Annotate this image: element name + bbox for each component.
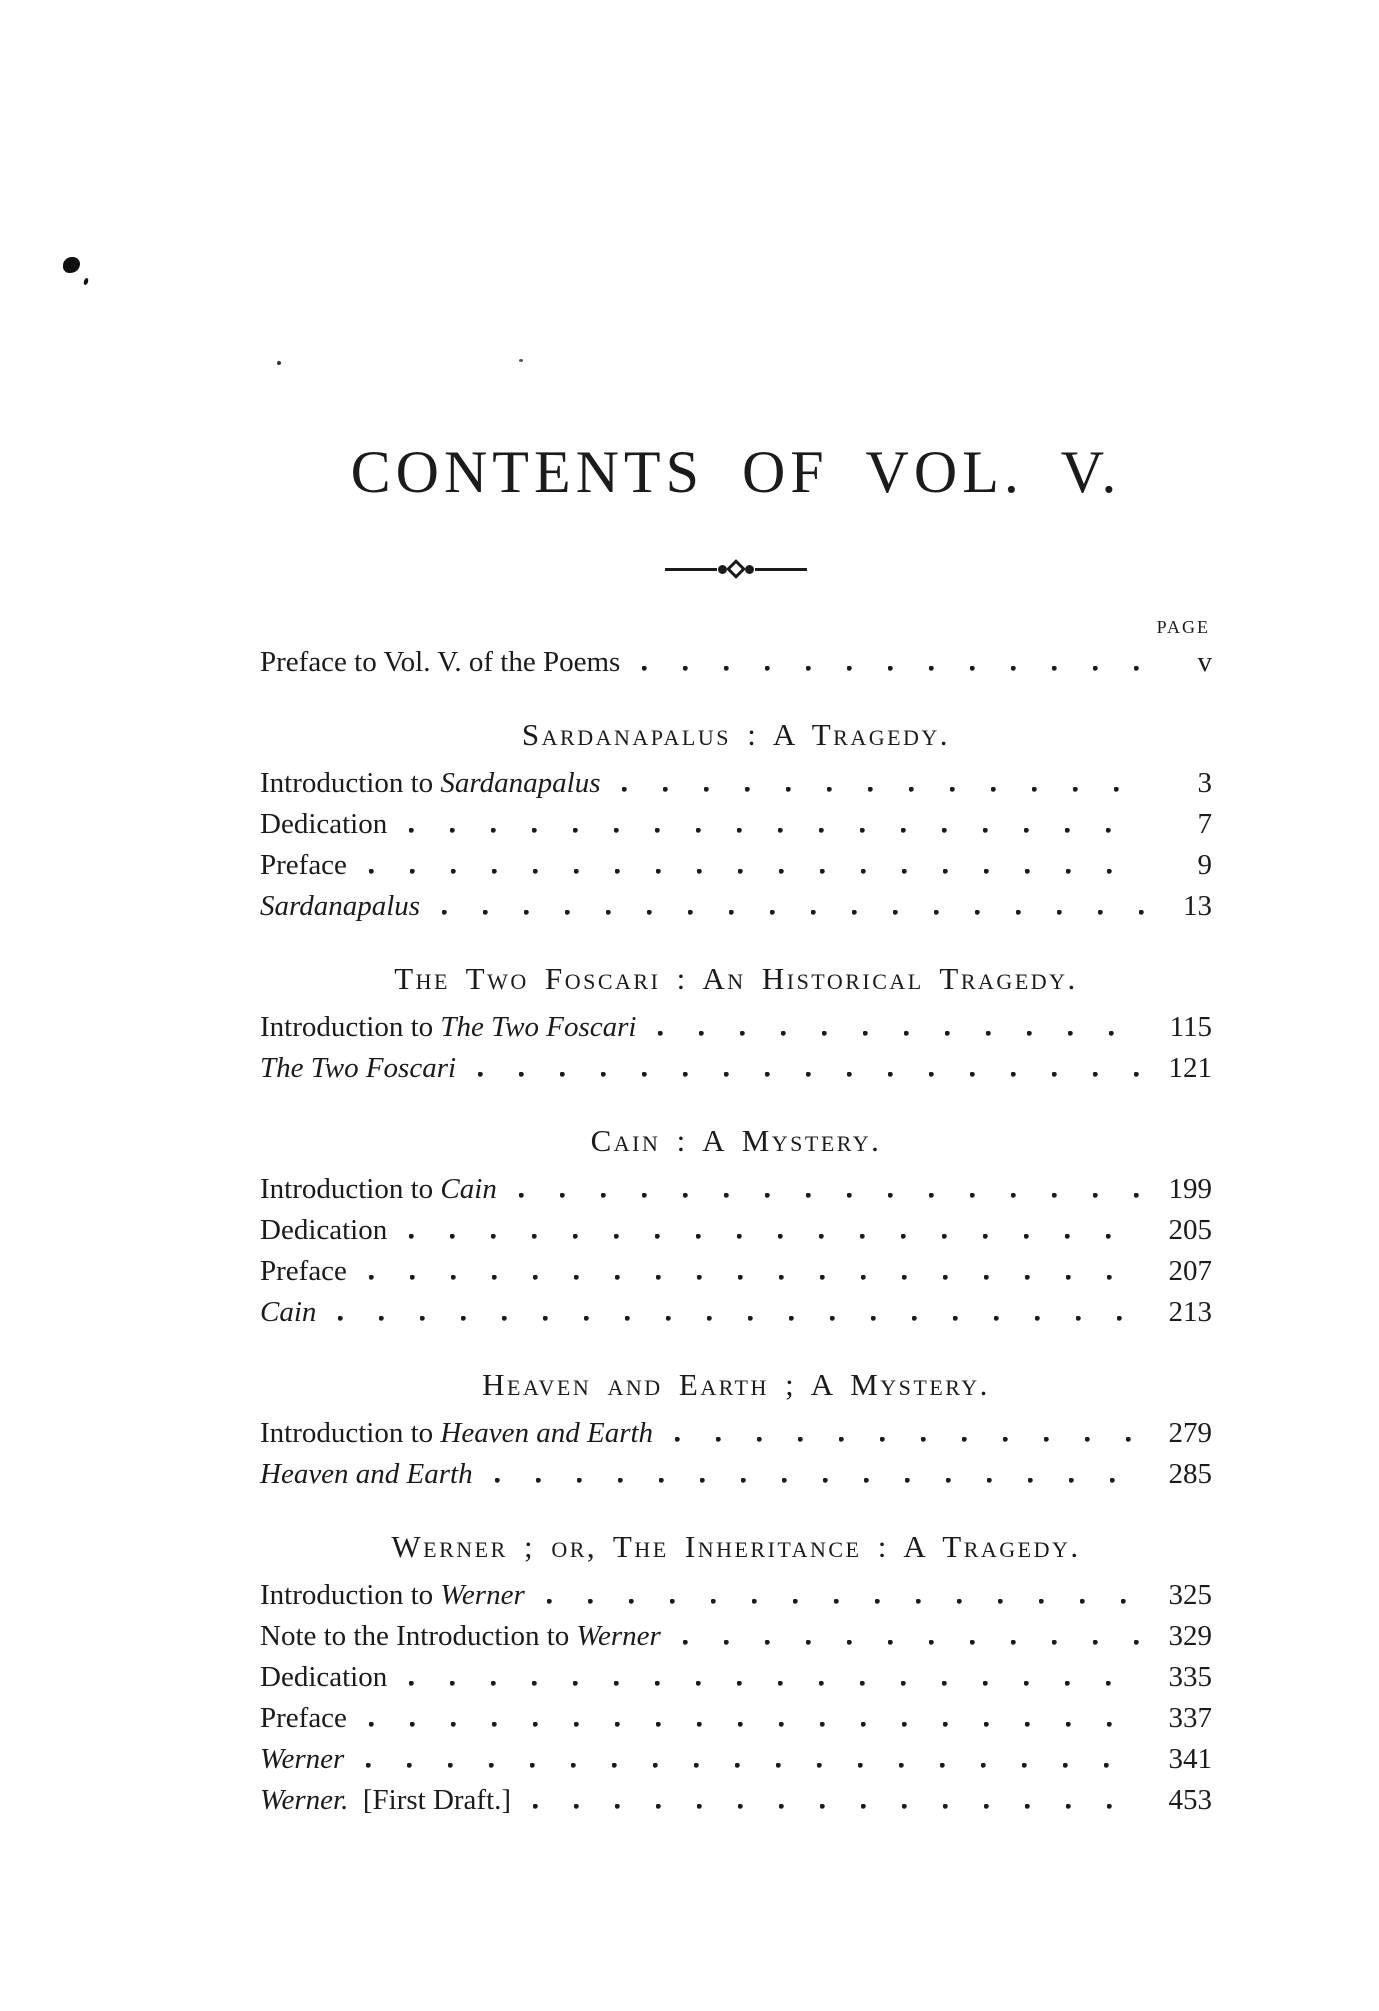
entry-label: Preface	[260, 849, 347, 881]
toc-row	[260, 1292, 1212, 1333]
dot-leader	[403, 1234, 1144, 1239]
dot-leader	[363, 1722, 1144, 1727]
entry-work-title: The Two Foscari	[440, 1011, 637, 1043]
dot-leader	[363, 869, 1144, 874]
toc-row	[260, 1657, 1212, 1698]
toc-row	[260, 845, 1212, 886]
page-number: 3	[1197, 767, 1212, 799]
entry-label: Preface	[260, 1255, 347, 1287]
dot-leader	[636, 666, 1144, 671]
contents-column	[260, 441, 1212, 1821]
entry-work-title: The Two Foscari	[260, 1052, 457, 1084]
page-number: 121	[1168, 1052, 1212, 1084]
dot-leader	[332, 1316, 1144, 1321]
page-number: 341	[1168, 1743, 1212, 1775]
ink-speck	[83, 278, 89, 286]
page-title: CONTENTS OF VOL. V.	[350, 439, 1122, 505]
page-number: 9	[1197, 849, 1212, 881]
dot-leader	[513, 1193, 1144, 1198]
entry-label: Introduction to	[260, 767, 441, 799]
toc-row	[260, 1575, 1212, 1616]
entry-label: Preface	[260, 1702, 347, 1734]
section-heading-cain: Cain : A Mystery.	[590, 1123, 882, 1158]
dot-leader	[489, 1478, 1144, 1483]
entry-label: Dedication	[260, 1214, 388, 1246]
toc-row	[260, 804, 1212, 845]
dot-leader	[363, 1275, 1144, 1280]
entry-work-title: Heaven and Earth	[260, 1458, 473, 1490]
section-heading-heaven-and-earth: Heaven and Earth ; A Mystery.	[482, 1367, 990, 1402]
dot-leader	[472, 1072, 1144, 1077]
entry-work-title: Werner	[440, 1579, 525, 1611]
entry-work-title: Cain	[260, 1296, 317, 1328]
page-number: 207	[1168, 1255, 1212, 1287]
entry-work-title: Werner.	[260, 1784, 349, 1816]
dot-leader	[652, 1031, 1144, 1036]
page-column-label: PAGE	[1156, 617, 1210, 637]
entry-work-title: Cain	[440, 1173, 497, 1205]
toc-row	[260, 1616, 1212, 1657]
toc-row-preface-vol-v	[260, 642, 1212, 683]
page-number: 325	[1168, 1579, 1212, 1611]
toc-row	[260, 1169, 1212, 1210]
scan-speck	[277, 361, 281, 365]
entry-work-title: Werner	[260, 1743, 345, 1775]
section-heading-werner: Werner ; or, The Inheritance : A Tragedy.	[391, 1529, 1081, 1564]
toc-row	[260, 763, 1212, 804]
page-number: 285	[1168, 1458, 1212, 1490]
toc-row	[260, 1251, 1212, 1292]
toc-row	[260, 1739, 1212, 1780]
entry-label: Introduction to	[260, 1173, 441, 1205]
page-number: 13	[1183, 890, 1212, 922]
entry-label: Dedication	[260, 808, 388, 840]
page-number: 453	[1168, 1784, 1212, 1816]
entry-work-title: Sardanapalus	[260, 890, 421, 922]
page-number: 115	[1169, 1011, 1212, 1043]
page-number: 213	[1168, 1296, 1212, 1328]
page-number: 199	[1168, 1173, 1212, 1205]
entry-work-title: Heaven and Earth	[440, 1417, 654, 1449]
section-heading-sardanapalus: Sardanapalus : A Tragedy.	[521, 717, 951, 752]
divider-ornament-icon	[260, 561, 1212, 577]
entry-label: Introduction to	[260, 1417, 441, 1449]
toc-row	[260, 1454, 1212, 1495]
toc-row	[260, 1413, 1212, 1454]
ornament-line	[665, 568, 717, 571]
ink-blot	[63, 257, 80, 273]
entry-work-title: Werner	[576, 1620, 661, 1652]
toc-row	[260, 1007, 1212, 1048]
page-number: 329	[1168, 1620, 1212, 1652]
toc-row	[260, 1698, 1212, 1739]
toc-row	[260, 1210, 1212, 1251]
dot-leader	[677, 1640, 1144, 1645]
toc-row	[260, 886, 1212, 927]
entry-work-title: Sardanapalus	[440, 767, 601, 799]
entry-label: Introduction to	[260, 1011, 441, 1043]
toc-row	[260, 1048, 1212, 1089]
page-number: 279	[1168, 1417, 1212, 1449]
entry-label: Dedication	[260, 1661, 388, 1693]
dot-leader	[541, 1599, 1144, 1604]
dot-leader	[436, 910, 1144, 915]
dot-leader	[527, 1804, 1144, 1809]
entry-label: Note to the Introduction to	[260, 1620, 577, 1652]
ornament-diamond	[726, 559, 746, 579]
dot-leader	[616, 787, 1144, 792]
entry-label: Preface to Vol. V. of the Poems	[260, 646, 621, 678]
dot-leader	[669, 1437, 1144, 1442]
page-number: 205	[1168, 1214, 1212, 1246]
entry-label: Introduction to	[260, 1579, 441, 1611]
ornament-line	[755, 568, 807, 571]
entry-label-suffix: [First Draft.]	[348, 1784, 512, 1816]
toc-row	[260, 1780, 1212, 1821]
dot-leader	[360, 1763, 1144, 1768]
page-number: 335	[1168, 1661, 1212, 1693]
page-number: 7	[1197, 808, 1212, 840]
page-number: 337	[1168, 1702, 1212, 1734]
scan-speck	[519, 359, 523, 362]
dot-leader	[403, 1681, 1144, 1686]
section-heading-two-foscari: The Two Foscari : An Historical Tragedy.	[394, 961, 1078, 996]
dot-leader	[403, 828, 1144, 833]
ornament-dot	[745, 565, 754, 574]
page-number: v	[1197, 646, 1212, 678]
